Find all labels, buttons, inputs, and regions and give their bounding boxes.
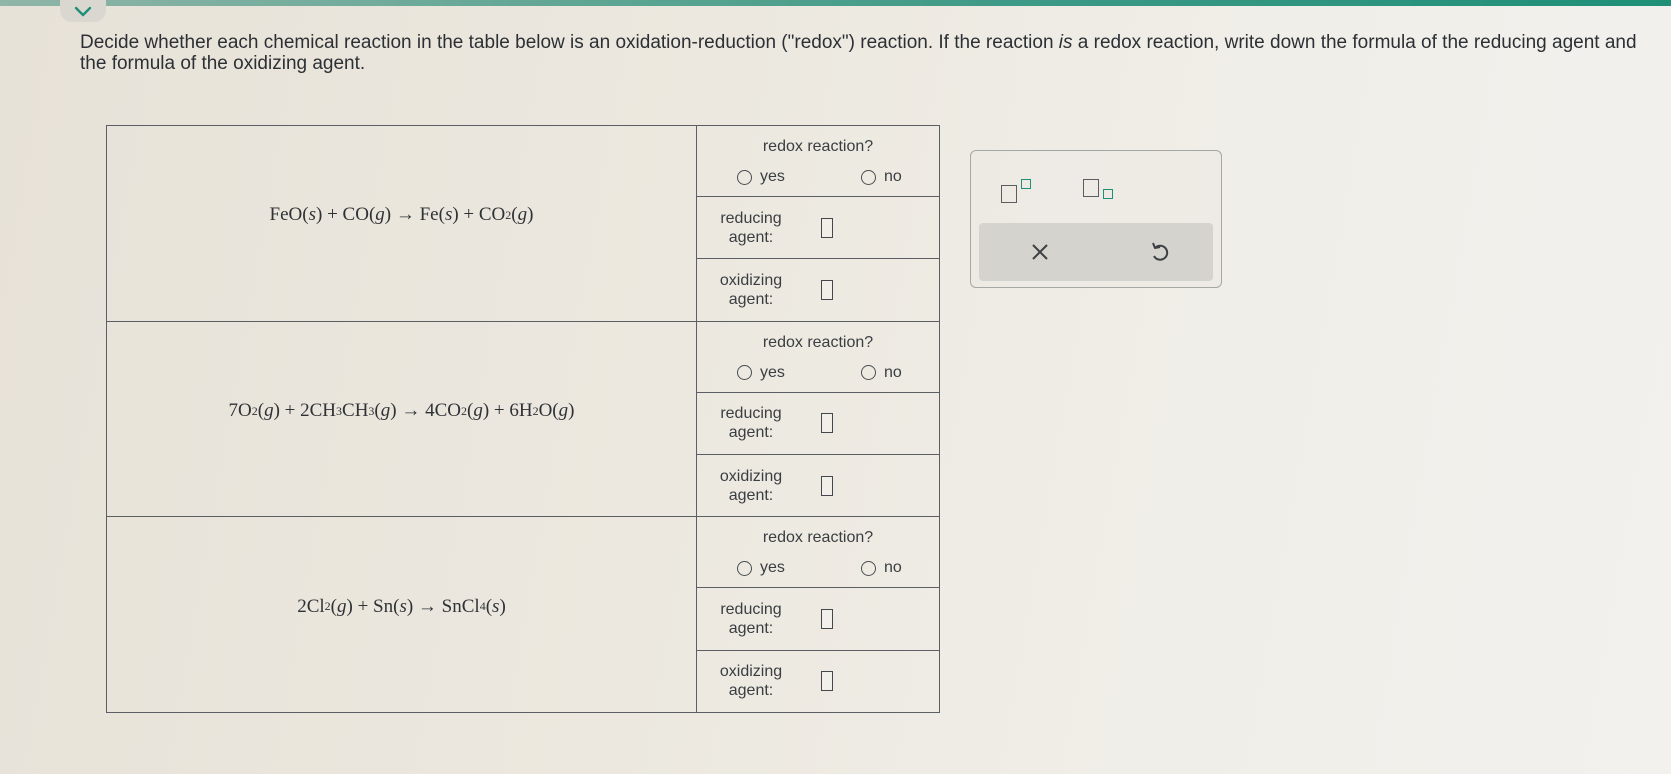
oxidizing-agent-input[interactable]: [821, 476, 833, 496]
reaction-table: [106, 125, 940, 713]
top-accent-bar: [0, 0, 1671, 6]
radio-button[interactable]: [861, 365, 876, 380]
oxidizing-agent-row: [697, 651, 939, 712]
redox-no-option[interactable]: no: [861, 364, 902, 382]
reaction-row: [107, 322, 939, 518]
answer-cell: [697, 517, 939, 712]
reducing-agent-row: [697, 197, 939, 259]
redox-question: [697, 322, 939, 393]
answer-cell: [697, 126, 939, 321]
redox-yes-option[interactable]: yes: [737, 559, 785, 577]
redox-no-option[interactable]: no: [861, 168, 902, 186]
undo-button[interactable]: [1147, 239, 1173, 265]
placeholder-square: [1083, 179, 1099, 197]
placeholder-square: [1001, 185, 1017, 203]
radio-button[interactable]: [861, 561, 876, 576]
redox-question: [697, 126, 939, 197]
redox-question: [697, 517, 939, 588]
subscript-square: [1103, 189, 1113, 199]
radio-button[interactable]: [861, 170, 876, 185]
reducing-agent-row: [697, 393, 939, 455]
oxidizing-agent-label: oxidizing agent:: [719, 467, 783, 504]
math-toolbox: [970, 150, 1222, 288]
reaction-equation: 2Cl 2 ( g ) + Sn( s ) → SnCl 4 ( s ): [107, 517, 697, 712]
radio-button[interactable]: [737, 561, 752, 576]
reducing-agent-label: reducing agent:: [720, 601, 782, 638]
reducing-agent-input[interactable]: [821, 413, 833, 433]
subscript-icon[interactable]: [1081, 177, 1121, 207]
reaction-row: [107, 517, 939, 712]
superscript-square: [1021, 179, 1031, 189]
superscript-icon[interactable]: [999, 177, 1039, 207]
clear-button[interactable]: [1027, 239, 1053, 265]
toolbox-action-bar: [979, 223, 1213, 281]
undo-icon: [1147, 239, 1173, 265]
reaction-equation: 7O 2 ( g ) + 2CH 3 CH 3 ( g ) → 4CO 2 ( g ) + 6H 2 O( g ): [107, 322, 697, 517]
collapse-toggle[interactable]: [60, 0, 106, 22]
reducing-agent-input[interactable]: [821, 609, 833, 629]
redox-yes-option[interactable]: yes: [737, 168, 785, 186]
close-icon: [1027, 239, 1053, 265]
oxidizing-agent-label: oxidizing agent:: [719, 272, 783, 309]
radio-button[interactable]: [737, 365, 752, 380]
redox-question-label: redox reaction?: [762, 333, 874, 351]
oxidizing-agent-input[interactable]: [821, 671, 833, 691]
oxidizing-agent-row: [697, 455, 939, 516]
oxidizing-agent-label: oxidizing agent:: [719, 663, 783, 700]
reaction-row: [107, 126, 939, 322]
reaction-equation: FeO( s ) + CO( g ) → Fe( s ) + CO 2 ( g ): [107, 126, 697, 321]
redox-question-label: redox reaction?: [762, 138, 874, 155]
reducing-agent-label: reducing agent:: [720, 405, 782, 442]
redox-yes-option[interactable]: yes: [737, 364, 785, 382]
answer-cell: [697, 322, 939, 517]
radio-button[interactable]: [737, 170, 752, 185]
oxidizing-agent-row: [697, 259, 939, 320]
question-instructions: Decide whether each chemical reaction in the table below is an oxidation-reduction ("redox") reaction. If the reaction is a redox reaction, write down the formula of the reducing agent and the formula of the oxidizing agent.: [80, 32, 1637, 74]
redox-question-label: redox reaction?: [762, 529, 874, 547]
redox-no-option[interactable]: no: [861, 559, 902, 577]
reducing-agent-label: reducing agent:: [720, 209, 782, 246]
reducing-agent-input[interactable]: [821, 218, 833, 238]
oxidizing-agent-input[interactable]: [821, 280, 833, 300]
reducing-agent-row: [697, 588, 939, 650]
chevron-down-icon: [74, 6, 92, 17]
